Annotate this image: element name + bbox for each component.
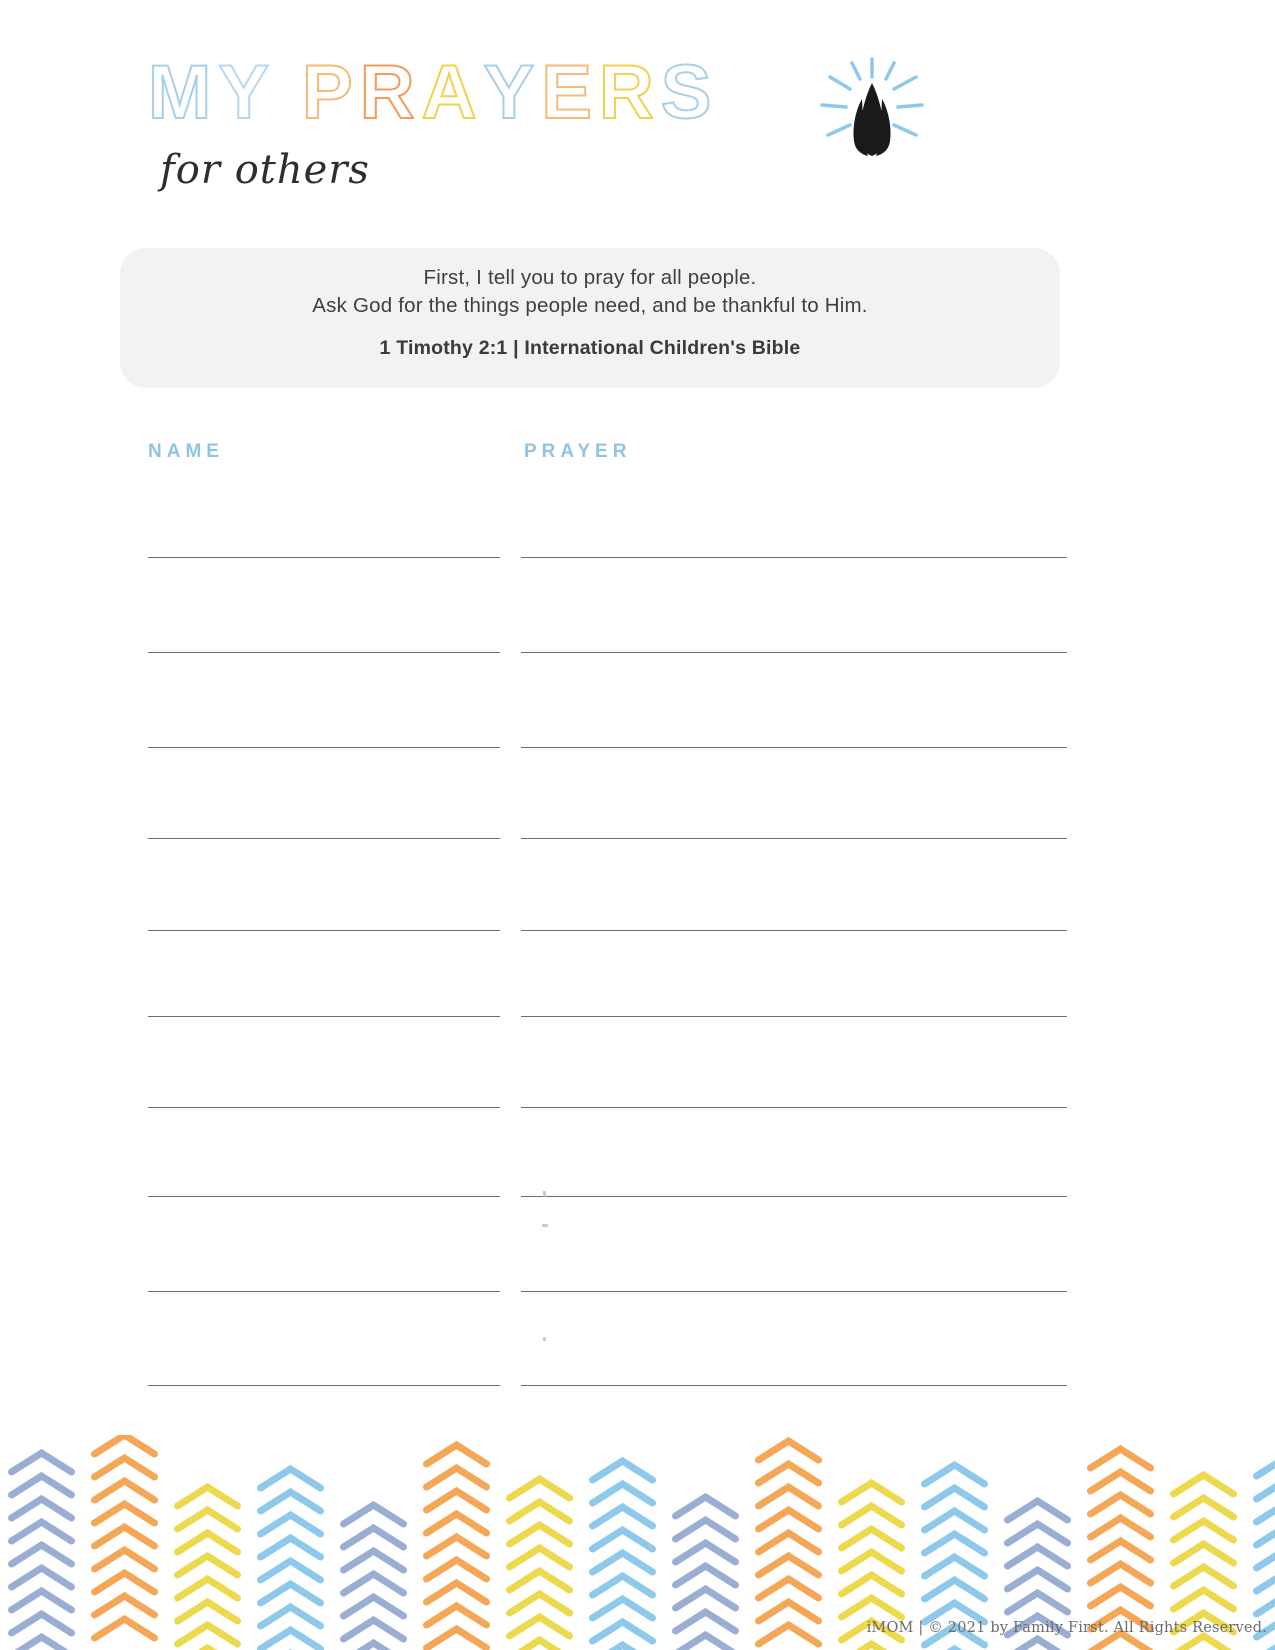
page-title-block bbox=[148, 50, 968, 225]
page-subtitle: for others bbox=[160, 147, 370, 193]
copyright-text: iMOM | © 2021 by Family First. All Rights Reserved. bbox=[866, 1620, 1267, 1636]
verse-line-2: Ask God for the things people need, and be thankful to Him. bbox=[312, 293, 868, 317]
name-line[interactable] bbox=[148, 1016, 500, 1017]
name-line[interactable] bbox=[148, 557, 500, 558]
name-line[interactable] bbox=[148, 1385, 500, 1386]
name-line[interactable] bbox=[148, 930, 500, 931]
prayer-line[interactable] bbox=[521, 838, 1067, 839]
name-line[interactable] bbox=[148, 1291, 500, 1292]
scan-speck bbox=[543, 1337, 546, 1341]
name-line[interactable] bbox=[148, 1196, 500, 1197]
prayer-line[interactable] bbox=[521, 1291, 1067, 1292]
verse-panel bbox=[120, 248, 1060, 388]
prayer-line[interactable] bbox=[521, 1016, 1067, 1017]
prayer-line[interactable] bbox=[521, 1196, 1067, 1197]
verse-line-1: First, I tell you to pray for all people. bbox=[423, 266, 757, 289]
prayer-line[interactable] bbox=[521, 1107, 1067, 1108]
prayer-line[interactable] bbox=[521, 747, 1067, 748]
prayer-line[interactable] bbox=[521, 930, 1067, 931]
name-line[interactable] bbox=[148, 1107, 500, 1108]
praying-hands-icon bbox=[798, 55, 948, 175]
prayer-line[interactable] bbox=[521, 1385, 1067, 1386]
scan-speck bbox=[543, 1191, 546, 1197]
column-header-name: NAME bbox=[148, 441, 224, 462]
prayer-line[interactable] bbox=[521, 557, 1067, 558]
page-title: M Y P R A Y E R S bbox=[148, 50, 719, 135]
prayer-line[interactable] bbox=[521, 652, 1067, 653]
name-line[interactable] bbox=[148, 652, 500, 653]
name-line[interactable] bbox=[148, 747, 500, 748]
footer-chevron-pattern bbox=[0, 1435, 1275, 1650]
scan-speck bbox=[542, 1224, 548, 1227]
name-line[interactable] bbox=[148, 838, 500, 839]
verse-reference: 1 Timothy 2:1 | International Children's Bible bbox=[379, 337, 801, 360]
column-header-prayer: PRAYER bbox=[524, 441, 632, 462]
